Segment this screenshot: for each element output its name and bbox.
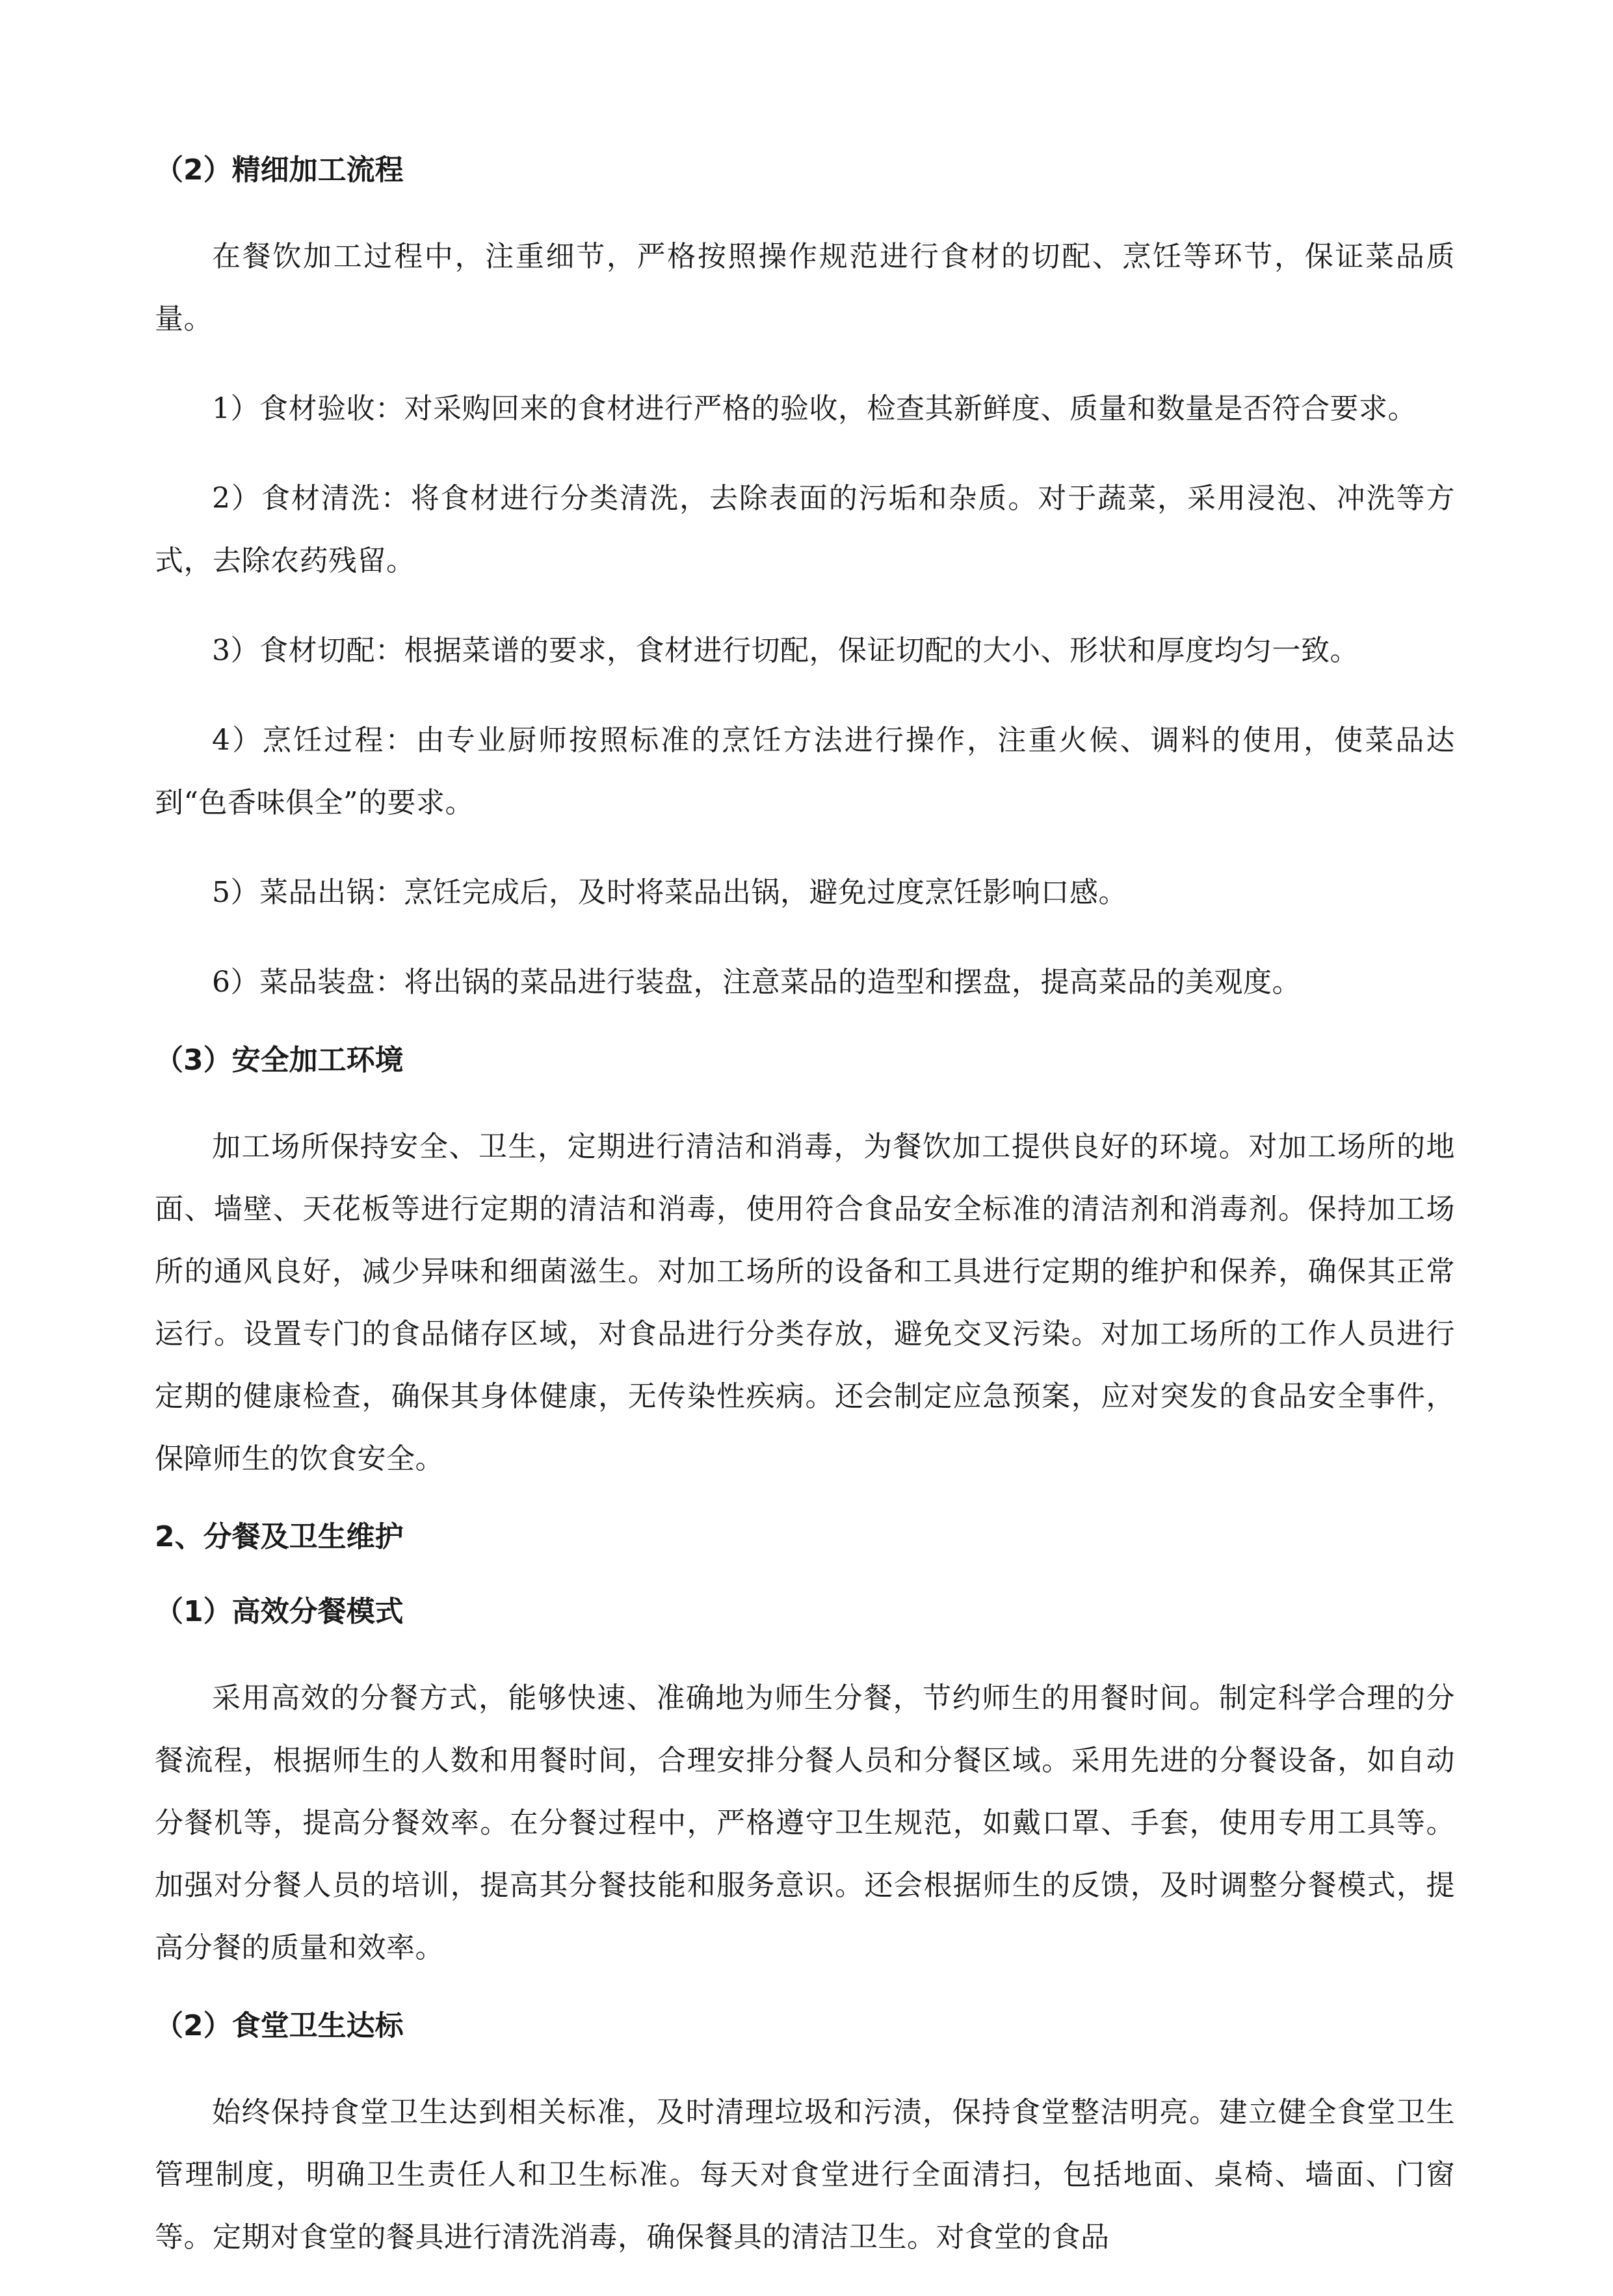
paragraph-step-5: 5）菜品出锅：烹饪完成后，及时将菜品出锅，避免过度烹饪影响口感。 — [212, 876, 1127, 909]
heading-fine-processing: （2）精细加工流程 — [155, 153, 404, 187]
paragraph-step-3: 3）食材切配：根据菜谱的要求，食材进行切配，保证切配的大小、形状和厚度均匀一致。 — [212, 634, 1359, 667]
paragraph-safe-environment: 加工场所保持安全、卫生，定期进行清洁和消毒，为餐饮加工提供良好的环境。对加工场所的地面、墙壁、天花板等进行定期的清洁和消毒，使用符合食品安全标准的清洁剂和消毒剂。保持加工场所的通风良好，减少异味和细菌滋生。对加工场所的设备和工具进行定期的维护和保养，确保其正常运行。设置专门的食品储存区域，对食品进行分类存放，避免交叉污染。对加工场所的工作人员进行定期的健康检查，确保其身体健康，无传染性疾病。还会制定应急预案，应对突发的食品安全事件，保障师生的饮食安全。 — [155, 1130, 1455, 1475]
paragraph-step-2: 2）食材清洗：将食材进行分类清洗，去除表面的污垢和杂质。对于蔬菜，采用浸泡、冲洗等方式，去除农药残留。 — [155, 482, 1455, 577]
paragraph-step-1: 1）食材验收：对采购回来的食材进行严格的验收，检查其新鲜度、质量和数量是否符合要求。 — [212, 392, 1417, 425]
paragraph-processing-intro: 在餐饮加工过程中，注重细节，严格按照操作规范进行食材的切配、烹饪等环节，保证菜品质量。 — [155, 240, 1455, 336]
heading-efficient-serving: （1）高效分餐模式 — [155, 1595, 404, 1628]
heading-canteen-hygiene: （2）食堂卫生达标 — [155, 2009, 404, 2042]
heading-serving-hygiene: 2、分餐及卫生维护 — [155, 1520, 404, 1553]
document-body — [155, 151, 1455, 2296]
paragraph-step-6: 6）菜品装盘：将出锅的菜品进行装盘，注意菜品的造型和摆盘，提高菜品的美观度。 — [212, 966, 1301, 999]
paragraph-step-4: 4）烹饪过程：由专业厨师按照标准的烹饪方法进行操作，注重火候、调料的使用，使菜品达到“色香味俱全”的要求。 — [155, 724, 1455, 819]
heading-safe-environment: （3）安全加工环境 — [155, 1044, 404, 1077]
paragraph-canteen-hygiene: 始终保持食堂卫生达到相关标准，及时清理垃圾和污渍，保持食堂整洁明亮。建立健全食堂卫生管理制度，明确卫生责任人和卫生标准。每天对食堂进行全面清扫，包括地面、桌椅、墙面、门窗等。定期对食堂的餐具进行清洗消毒，确保餐具的清洁卫生。对食堂的食品 — [155, 2096, 1455, 2254]
paragraph-efficient-serving: 采用高效的分餐方式，能够快速、准确地为师生分餐，节约师生的用餐时间。制定科学合理的分餐流程，根据师生的人数和用餐时间，合理安排分餐人员和分餐区域。采用先进的分餐设备，如自动分餐机等，提高分餐效率。在分餐过程中，严格遵守卫生规范，如戴口罩、手套，使用专用工具等。加强对分餐人员的培训，提高其分餐技能和服务意识。还会根据师生的反馈，及时调整分餐模式，提高分餐的质量和效率。 — [155, 1682, 1455, 1964]
